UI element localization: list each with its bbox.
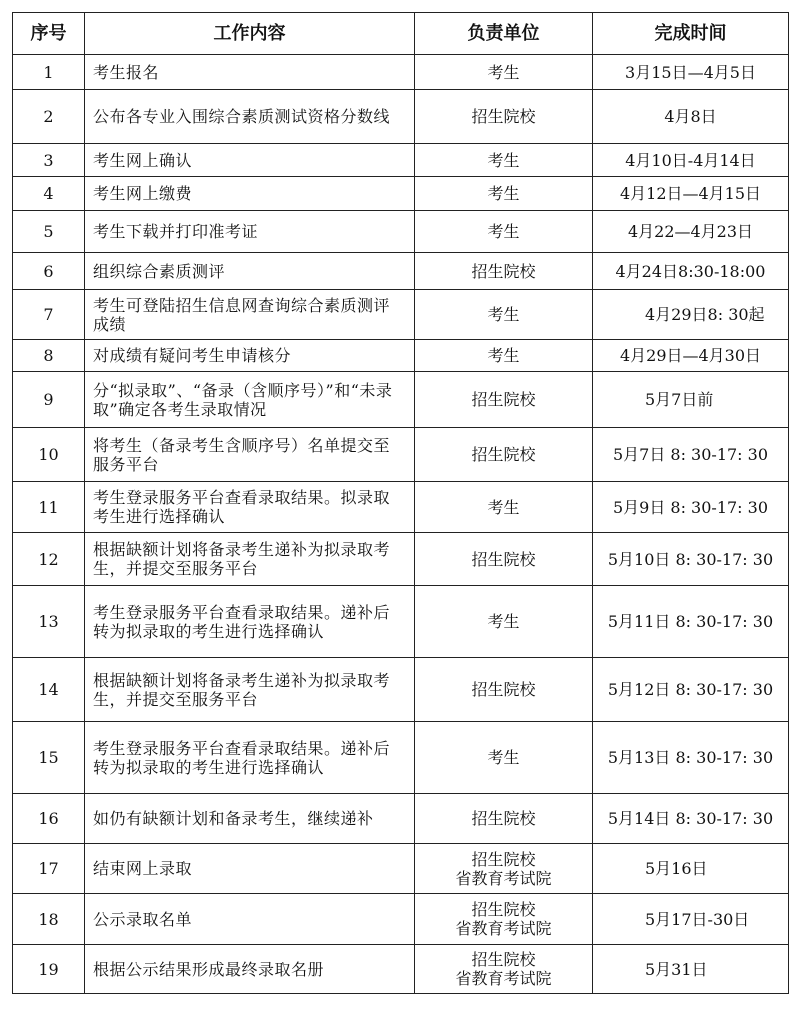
task-description: 考生可登陆招生信息网查询综合素质测评成绩 [85, 290, 415, 340]
table-row [13, 253, 789, 290]
row-number: 9 [13, 372, 85, 428]
row-number: 12 [13, 533, 85, 586]
completion-time: 5月16日 [593, 844, 789, 894]
completion-time: 5月13日 8: 30-17: 30 [593, 722, 789, 794]
responsible-unit-line: 招生院校 [471, 950, 536, 969]
completion-time: 3月15日—4月5日 [593, 55, 789, 90]
responsible-unit-line: 考生 [487, 184, 520, 203]
row-number: 3 [13, 144, 85, 177]
completion-time: 4月29日—4月30日 [593, 340, 789, 372]
responsible-unit-line: 招生院校 [471, 680, 536, 699]
responsible-unit [415, 144, 593, 177]
completion-time: 4月29日8: 30起 [593, 290, 789, 340]
responsible-unit-line: 考生 [487, 62, 520, 82]
responsible-unit-line: 省教育考试院 [455, 919, 552, 938]
responsible-unit [415, 253, 593, 290]
admission-schedule-table [12, 12, 789, 994]
task-description: 根据公示结果形成最终录取名册 [85, 945, 415, 994]
responsible-unit-line: 省教育考试院 [455, 969, 552, 988]
completion-time: 5月7日 8: 30-17: 30 [593, 428, 789, 482]
responsible-unit [415, 945, 593, 994]
table-body [13, 55, 789, 994]
responsible-unit [415, 340, 593, 372]
row-number: 13 [13, 586, 85, 658]
completion-time: 4月12日—4月15日 [593, 177, 789, 211]
task-description: 考生网上缴费 [85, 177, 415, 211]
task-description: 对成绩有疑问考生申请核分 [85, 340, 415, 372]
completion-time: 4月10日-4月14日 [593, 144, 789, 177]
header-unit: 负责单位 [415, 13, 593, 55]
completion-time: 5月17日-30日 [593, 894, 789, 945]
completion-time: 5月14日 8: 30-17: 30 [593, 794, 789, 844]
responsible-unit [415, 844, 593, 894]
responsible-unit-line: 考生 [487, 222, 520, 241]
table-row [13, 340, 789, 372]
row-number: 7 [13, 290, 85, 340]
responsible-unit-line: 招生院校 [471, 809, 536, 828]
task-description: 考生登录服务平台查看录取结果。递补后转为拟录取的考生进行选择确认 [85, 586, 415, 658]
responsible-unit [415, 177, 593, 211]
responsible-unit-line: 招生院校 [471, 261, 536, 281]
row-number: 18 [13, 894, 85, 945]
table-row [13, 211, 789, 253]
responsible-unit [415, 586, 593, 658]
table-row [13, 290, 789, 340]
responsible-unit [415, 894, 593, 945]
task-description: 考生网上确认 [85, 144, 415, 177]
header-row [13, 13, 789, 55]
responsible-unit [415, 533, 593, 586]
responsible-unit [415, 211, 593, 253]
responsible-unit [415, 290, 593, 340]
table-row [13, 894, 789, 945]
row-number: 19 [13, 945, 85, 994]
completion-time: 5月31日 [593, 945, 789, 994]
responsible-unit [415, 55, 593, 90]
completion-time: 5月9日 8: 30-17: 30 [593, 482, 789, 533]
row-number: 15 [13, 722, 85, 794]
completion-time: 5月11日 8: 30-17: 30 [593, 586, 789, 658]
table-row [13, 945, 789, 994]
task-description: 分“拟录取”、“备录（含顺序号）”和“未录取”确定各考生录取情况 [85, 372, 415, 428]
completion-time: 4月24日8:30-18:00 [593, 253, 789, 290]
task-description: 考生登录服务平台查看录取结果。递补后转为拟录取的考生进行选择确认 [85, 722, 415, 794]
task-description: 将考生（备录考生含顺序号）名单提交至服务平台 [85, 428, 415, 482]
task-description: 考生下载并打印准考证 [85, 211, 415, 253]
table-row [13, 722, 789, 794]
table-row [13, 90, 789, 144]
table-row [13, 177, 789, 211]
responsible-unit-line: 考生 [487, 748, 520, 767]
responsible-unit-line: 招生院校 [471, 849, 536, 869]
row-number: 11 [13, 482, 85, 533]
row-number: 8 [13, 340, 85, 372]
task-description: 结束网上录取 [85, 844, 415, 894]
responsible-unit-line: 省教育考试院 [455, 868, 552, 888]
row-number: 4 [13, 177, 85, 211]
task-description: 如仍有缺额计划和备录考生，继续递补 [85, 794, 415, 844]
responsible-unit-line: 招生院校 [471, 390, 536, 409]
responsible-unit [415, 722, 593, 794]
table-row [13, 794, 789, 844]
completion-time: 5月7日前 [593, 372, 789, 428]
header-task: 工作内容 [85, 13, 415, 55]
table-row [13, 533, 789, 586]
completion-time: 5月12日 8: 30-17: 30 [593, 658, 789, 722]
completion-time: 5月10日 8: 30-17: 30 [593, 533, 789, 586]
task-description: 组织综合素质测评 [85, 253, 415, 290]
responsible-unit-line: 招生院校 [471, 900, 536, 919]
responsible-unit-line: 考生 [487, 497, 520, 517]
row-number: 2 [13, 90, 85, 144]
responsible-unit-line: 招生院校 [471, 107, 536, 126]
table-row [13, 144, 789, 177]
row-number: 1 [13, 55, 85, 90]
task-description: 考生登录服务平台查看录取结果。拟录取考生进行选择确认 [85, 482, 415, 533]
table-header [13, 13, 789, 55]
table-row [13, 844, 789, 894]
table-row [13, 482, 789, 533]
responsible-unit [415, 482, 593, 533]
header-time: 完成时间 [593, 13, 789, 55]
responsible-unit-line: 考生 [487, 346, 520, 365]
task-description: 考生报名 [85, 55, 415, 90]
responsible-unit-line: 招生院校 [471, 549, 536, 569]
row-number: 17 [13, 844, 85, 894]
table-row [13, 658, 789, 722]
row-number: 16 [13, 794, 85, 844]
completion-time: 4月8日 [593, 90, 789, 144]
responsible-unit [415, 658, 593, 722]
table-row [13, 55, 789, 90]
responsible-unit-line: 考生 [487, 612, 520, 631]
responsible-unit [415, 372, 593, 428]
table-row [13, 586, 789, 658]
table-row [13, 372, 789, 428]
task-description: 根据缺额计划将备录考生递补为拟录取考生，并提交至服务平台 [85, 658, 415, 722]
responsible-unit [415, 90, 593, 144]
responsible-unit-line: 考生 [487, 150, 520, 170]
responsible-unit [415, 428, 593, 482]
row-number: 5 [13, 211, 85, 253]
completion-time: 4月22—4月23日 [593, 211, 789, 253]
header-no: 序号 [13, 13, 85, 55]
row-number: 10 [13, 428, 85, 482]
task-description: 根据缺额计划将备录考生递补为拟录取考生，并提交至服务平台 [85, 533, 415, 586]
responsible-unit-line: 招生院校 [471, 445, 536, 464]
row-number: 6 [13, 253, 85, 290]
row-number: 14 [13, 658, 85, 722]
responsible-unit [415, 794, 593, 844]
table-row [13, 428, 789, 482]
responsible-unit-line: 考生 [487, 305, 520, 324]
task-description: 公布各专业入围综合素质测试资格分数线 [85, 90, 415, 144]
task-description: 公示录取名单 [85, 894, 415, 945]
